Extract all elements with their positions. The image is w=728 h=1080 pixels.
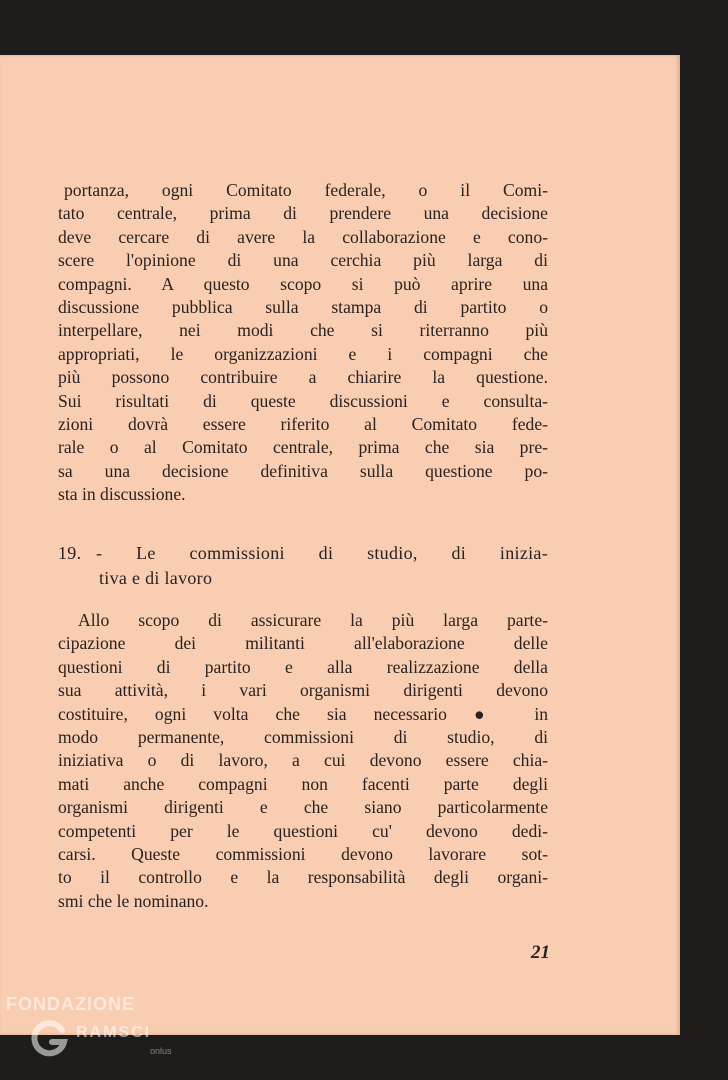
text-line: Allo scopo di assicurare la più larga parte- — [78, 610, 548, 630]
text-line: sua attività, i vari organismi dirigenti devono — [58, 680, 548, 701]
section-number: 19. — [58, 543, 82, 563]
text-line: interpellare, nei modi che si riterranno più — [58, 320, 548, 341]
text-line: deve cercare di avere la collaborazione e cono- — [58, 226, 548, 247]
text-line: appropriati, le organizzazioni e i compagni che — [58, 343, 548, 364]
gramsci-g-logo-icon — [30, 1018, 70, 1058]
text-line: cipazione dei militanti all'elaborazione delle — [58, 633, 548, 654]
text-line: tato centrale, prima di prendere una decisione — [58, 203, 548, 224]
text-line: compagni. A questo scopo si può aprire una — [58, 273, 548, 294]
text-line: carsi. Queste commissioni devono lavorare sot- — [58, 844, 548, 865]
document-page — [0, 55, 680, 1035]
text-line: rale o al Comitato centrale, prima che sia pre- — [58, 437, 548, 458]
text-line: mati anche compagni non facenti parte degli — [58, 773, 548, 794]
paragraph-continued — [58, 179, 548, 507]
text-line: to il controllo e la responsabilità degli organi- — [58, 867, 548, 888]
text-line: iniziativa o di lavoro, a cui devono essere chia- — [58, 750, 548, 771]
text-line: Sui risultati di queste discussioni e consulta- — [58, 390, 548, 411]
text-line: sta in discussione. — [58, 484, 186, 505]
text-line: questioni di partito e alla realizzazione della — [58, 656, 548, 677]
section-title-part-1: - Le commissioni di studio, di inizia- — [96, 543, 548, 563]
text-line: più possono contribuire a chiarire la questione. — [58, 367, 548, 388]
text-line: scere l'opinione di una cerchia più larga di — [58, 250, 548, 271]
section-title-part-2: tiva e di lavoro — [99, 568, 213, 588]
text-line: costituire, ogni volta che sia necessario ● in — [58, 703, 548, 724]
section-heading-line — [58, 541, 548, 566]
section-heading — [58, 541, 548, 591]
text-line: sa una decisione definitiva sulla questione po- — [58, 460, 548, 481]
text-line: zioni dovrà essere riferito al Comitato fede- — [58, 414, 548, 435]
text-line: modo permanente, commissioni di studio, di — [58, 727, 548, 748]
watermark-line-2: RAMSCI — [76, 1024, 152, 1041]
text-line: portanza, ogni Comitato federale, o il Comi- — [64, 180, 548, 200]
fondazione-gramsci-watermark — [4, 994, 194, 1074]
text-line: competenti per le questioni cu' devono dedi- — [58, 820, 548, 841]
page-number: 21 — [531, 942, 550, 963]
text-line: discussione pubblica sulla stampa di partito o — [58, 297, 548, 318]
paragraph-body — [58, 609, 548, 913]
watermark-suffix: onlus — [150, 1046, 172, 1056]
watermark-line-1: FONDAZIONE — [6, 994, 135, 1014]
text-line: smi che le nominano. — [58, 890, 209, 911]
text-line: organismi dirigenti e che siano particolarmente — [58, 797, 548, 818]
